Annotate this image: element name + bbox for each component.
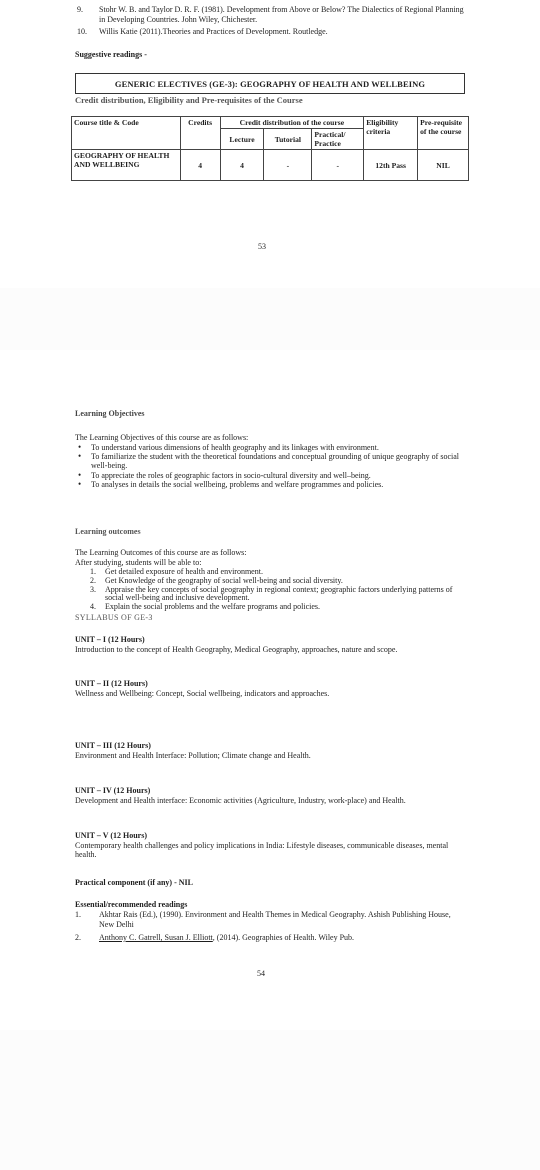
learning-outcomes-heading: Learning outcomes bbox=[75, 527, 141, 536]
page-number: 53 bbox=[258, 242, 266, 251]
cell-eligibility: 12th Pass bbox=[364, 150, 418, 181]
reference-authors-link[interactable]: Anthony C. Gatrell, Susan J. Elliott bbox=[99, 933, 213, 942]
document-page-54 bbox=[0, 350, 540, 1030]
reference-entry: Akhtar Rais (Ed.), (1990). Environment and Health Themes in Medical Geography. Ashish Publishing House, New Delhi bbox=[99, 910, 451, 929]
table-row bbox=[72, 150, 469, 181]
list-item: • To appreciate the roles of geographic factors in socio-cultural diversity and well–being. bbox=[74, 471, 466, 480]
header-course-title: Course title & Code bbox=[72, 117, 181, 150]
essential-reading-2 bbox=[75, 933, 467, 943]
learning-outcomes-intro: The Learning Outcomes of this course are as follows: bbox=[75, 548, 247, 557]
essential-readings-heading: Essential/recommended readings bbox=[75, 900, 188, 909]
cell-prerequisite: NIL bbox=[418, 150, 469, 181]
learning-objectives-heading: Learning Objectives bbox=[75, 409, 145, 418]
unit-5 bbox=[75, 831, 467, 860]
unit-heading: UNIT – III (12 Hours) bbox=[75, 741, 151, 750]
header-tutorial: Tutorial bbox=[264, 129, 312, 150]
unit-description: Contemporary health challenges and policy implications in India: Lifestyle diseases, communicable diseases, mental health. bbox=[75, 840, 449, 859]
list-item: 1. Get detailed exposure of health and environment. bbox=[90, 567, 263, 576]
cell-credits: 4 bbox=[180, 150, 220, 181]
header-prerequisite: Pre-requisite of the course bbox=[418, 117, 469, 150]
reference-number: 2. bbox=[75, 933, 81, 942]
unit-heading: UNIT – IV (12 Hours) bbox=[75, 786, 151, 795]
unit-heading: UNIT – V (12 Hours) bbox=[75, 831, 148, 840]
syllabus-heading: SYLLABUS OF GE-3 bbox=[75, 613, 153, 622]
unit-1 bbox=[75, 635, 467, 654]
course-title-box bbox=[75, 73, 465, 94]
unit-description: Development and Health interface: Economic activities (Agriculture, Industry, work-place) and Health. bbox=[75, 795, 406, 805]
table-header-row bbox=[72, 117, 469, 129]
unit-3 bbox=[75, 741, 467, 760]
reference-number: 9. bbox=[77, 5, 83, 14]
suggestive-readings-heading: Suggestive readings - bbox=[75, 50, 147, 59]
unit-description: Introduction to the concept of Health Geography, Medical Geography, approaches, nature and scope. bbox=[75, 644, 398, 654]
list-item: 2. Get Knowledge of the geography of social well-being and social diversity. bbox=[90, 575, 343, 585]
header-credits: Credits bbox=[180, 117, 220, 150]
unit-heading: UNIT – II (12 Hours) bbox=[75, 679, 148, 688]
learning-objectives-list bbox=[74, 443, 466, 489]
cell-tutorial: - bbox=[264, 150, 312, 181]
unit-description: Environment and Health Interface: Pollution; Climate change and Health. bbox=[75, 750, 311, 760]
reference-entry: Willis Katie (2011).Theories and Practices of Development. Routledge. bbox=[99, 27, 328, 36]
unit-heading: UNIT – I (12 Hours) bbox=[75, 635, 145, 644]
unit-4 bbox=[75, 786, 467, 805]
cell-course-name: GEOGRAPHY OF HEALTH AND WELLBEING bbox=[72, 150, 181, 181]
list-item: • To understand various dimensions of health geography and its linkages with environment. bbox=[74, 443, 466, 452]
header-credit-distribution: Credit distribution of the course bbox=[220, 117, 364, 129]
unit-description: Wellness and Wellbeing: Concept, Social wellbeing, indicators and approaches. bbox=[75, 688, 330, 698]
reference-entry: Anthony C. Gatrell, Susan J. Elliott, (2014). Geographies of Health. Wiley Pub. bbox=[99, 933, 355, 942]
header-lecture: Lecture bbox=[220, 129, 264, 150]
learning-outcomes-intro-2: After studying, students will be able to: bbox=[75, 558, 202, 567]
header-practical: Practical/ Practice bbox=[312, 129, 364, 150]
credit-distribution-table bbox=[71, 116, 469, 181]
cell-lecture: 4 bbox=[220, 150, 264, 181]
list-item: • To familiarize the student with the theoretical foundations and conceptual grounding of unique geography of social well-being. bbox=[74, 452, 466, 470]
learning-outcomes-list bbox=[90, 568, 465, 612]
practical-component: Practical component (if any) - NIL bbox=[75, 878, 193, 887]
unit-2 bbox=[75, 679, 467, 698]
credit-distribution-subtitle: Credit distribution, Eligibility and Pre-requisites of the Course bbox=[75, 95, 303, 105]
learning-objectives-intro: The Learning Objectives of this course are as follows: bbox=[75, 433, 249, 442]
list-item: 3. Appraise the key concepts of social geography in regional context; geographic factors underlying patterns of social well-being and inclusive development. bbox=[90, 584, 453, 603]
header-eligibility: Eligibility criteria bbox=[364, 117, 418, 150]
document-page-53 bbox=[0, 0, 540, 288]
page-number: 54 bbox=[257, 969, 265, 978]
cell-practical: - bbox=[312, 150, 364, 181]
reference-number: 1. bbox=[75, 910, 81, 919]
list-item: 4. Explain the social problems and the welfare programs and policies. bbox=[90, 602, 321, 612]
reference-entry: Stohr W. B. and Taylor D. R. F. (1981). Development from Above or Below? The Dialectics of Regional Planning in Developing Countries. John Wiley, Chichester. bbox=[99, 5, 464, 24]
list-item: • To analyses in details the social wellbeing, problems and welfare programmes and policies. bbox=[74, 480, 466, 489]
essential-reading-1 bbox=[75, 910, 467, 929]
course-title: GENERIC ELECTIVES (GE-3): GEOGRAPHY OF HEALTH AND WELLBEING bbox=[114, 78, 426, 89]
reference-number: 10. bbox=[77, 27, 87, 36]
